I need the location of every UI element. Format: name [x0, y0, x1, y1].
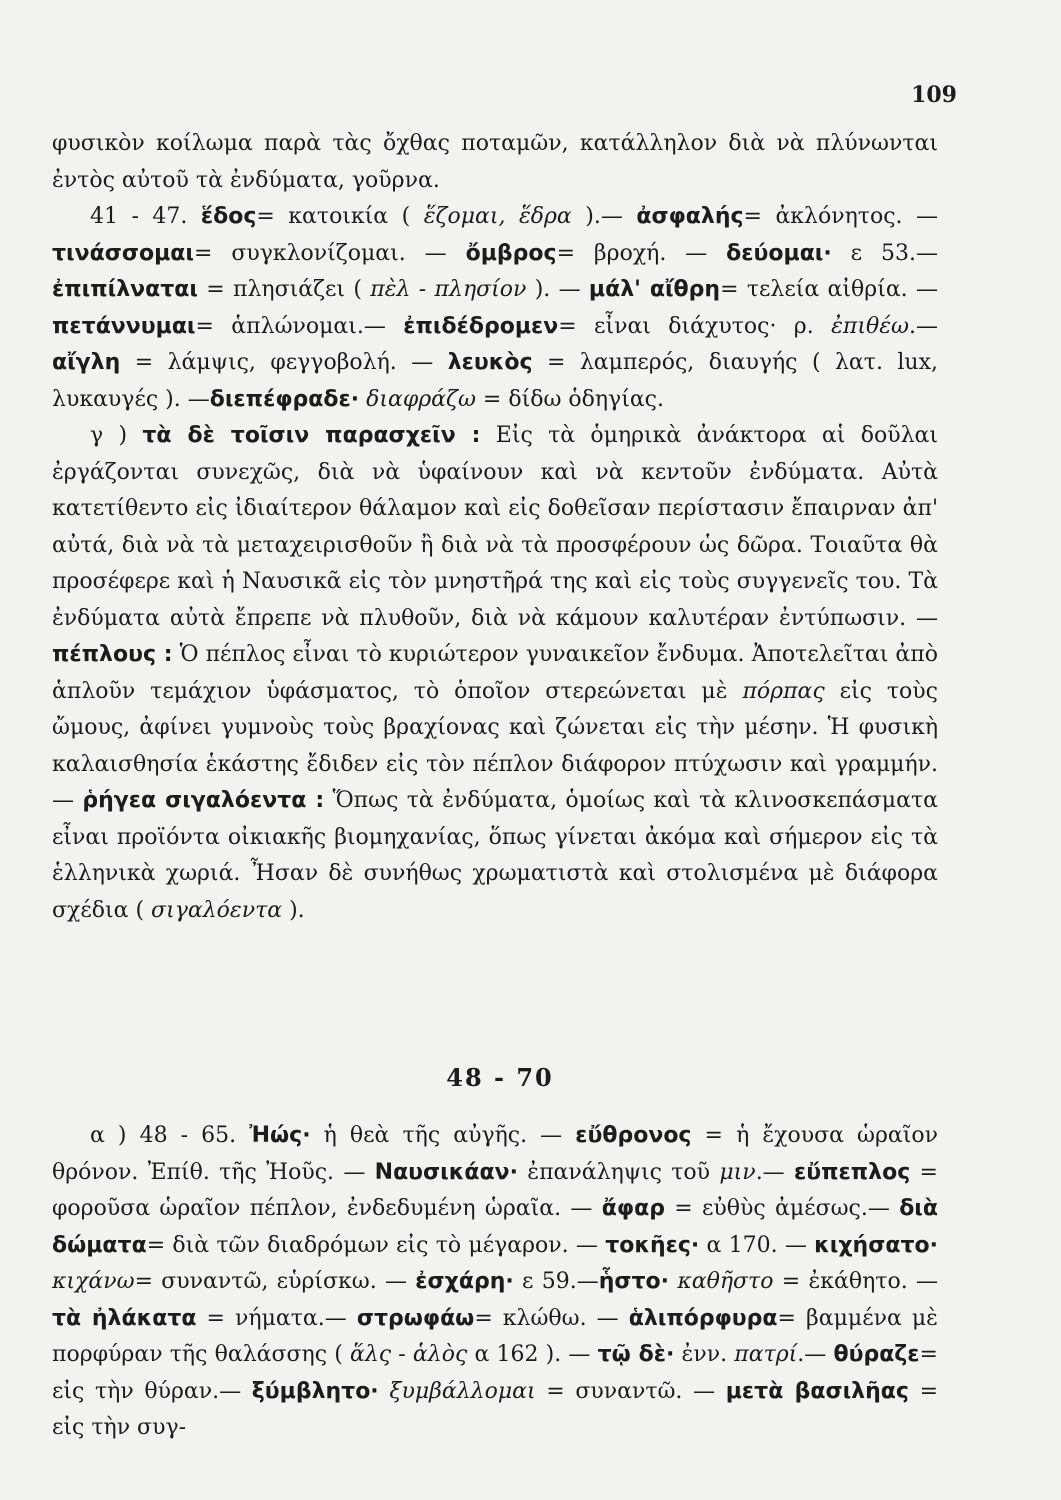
lemma: ὄμβρος: [465, 240, 557, 266]
lemma: πετάννυμαι: [52, 313, 196, 339]
text-run: ε 59.—: [513, 1269, 599, 1294]
text-run: .—: [755, 1159, 794, 1185]
text-run: = εὐθὺς ἀμέσως.—: [664, 1196, 900, 1221]
lemma: ἀσφαλής: [636, 204, 744, 229]
text-run: ).: [282, 897, 305, 923]
text-run: = πλησιάζει (: [197, 277, 371, 302]
lemma: εὔπεπλος: [794, 1159, 911, 1185]
text-run: α 170. —: [699, 1232, 815, 1258]
italic-run: ξυμβάλλομαι: [389, 1378, 536, 1404]
text-run: = ἡ ἔχουσα ὡραῖον θρόνον. Ἐπίθ. τῆς Ἠοῦς. —: [52, 1123, 939, 1185]
italic-run: καθῆστο: [677, 1269, 774, 1294]
italic-run: ἐπιθέω: [831, 313, 909, 339]
text-run: Εἰς τὰ ὁμηρικὰ ἀνάκτορα αἱ δοῦλαι ἐργάζονται συνεχῶς, διὰ νὰ ὑφαίνουν καὶ νὰ κεντοῦν ἐνδύματα. Αὐτὰ κατετίθεντο εἰς ἰδιαίτερον θάλαμον καὶ εἰς δοθεῖσαν περίστασιν ἔπαιρναν ἀπ' αὐτά, διὰ νὰ τὰ μεταχειρισθοῦν ἢ διὰ νὰ τὰ προσφέρουν ὡς δῶρα. Τοιαῦτα θὰ προσέφερε καὶ ἡ Ναυσικᾶ εἰς τὸν μνηστῆρά της καὶ εἰς τοὺς συγγενεῖς του. Τὰ ἐνδύματα αὐτὰ ἔπρεπε νὰ πλυθοῦν, διὰ νὰ κάμουν καλυτέραν ἐντύπωσιν. —: [52, 423, 939, 631]
text-run: = ἀκλόνητος. —: [743, 204, 938, 229]
italic-run: ἅλς - ἁλὸς: [350, 1342, 468, 1367]
text-run: = ἐκάθητο. —: [773, 1269, 939, 1294]
text-run: = κλώθω. —: [474, 1305, 629, 1331]
text-run: γ ): [90, 423, 143, 448]
lemma: ῥήγεα σιγαλόεντα :: [82, 788, 325, 813]
text-run: = συναντῶ. —: [535, 1378, 726, 1404]
text-run: α ) 48 - 65.: [90, 1123, 250, 1148]
commentary-block-top: [52, 126, 938, 929]
text-run: ).—: [571, 204, 637, 229]
lemma: τοκῆες·: [605, 1232, 700, 1258]
text-run: Ὅπως τὰ ἐνδύματα, ὁμοίως καὶ τὰ κλινοσκεπάσματα εἶναι προϊόντα οἰκιακῆς βιομηχανίας, ὅπως γίνεται ἀκόμα καὶ σήμερον εἰς τὰ ἑλληνικὰ χωριά. Ἦσαν δὲ συνήθως χρωματιστὰ καὶ στολισμένα μὲ διάφορα σχέδια (: [52, 788, 938, 923]
text-run: = λάμψις, φεγγοβολή. —: [120, 350, 448, 375]
lemma: ἧστο·: [598, 1269, 670, 1294]
text-run: = τελεία αἰθρία. —: [720, 277, 938, 302]
lemma: στρωφάω: [356, 1305, 475, 1331]
lemma: αἴγλη: [52, 350, 121, 375]
italic-run: μιν: [719, 1159, 756, 1185]
text-run: = νήματα.—: [196, 1305, 357, 1331]
text-run: = εἰς τὴν συγ-: [52, 1378, 939, 1440]
paragraph-glossary-41-47: [52, 199, 938, 418]
text-run: = κατοικία (: [256, 204, 424, 229]
text-run: ε 53.—: [831, 240, 938, 266]
italic-run: κιχάνω: [52, 1269, 135, 1294]
page-number: 109: [911, 82, 957, 108]
italic-run: διαφράζω: [366, 386, 476, 412]
paragraph-continuation: [52, 126, 938, 199]
lemma: ἁλιπόρφυρα: [628, 1305, 778, 1331]
lemma: λευκὸς: [447, 350, 533, 375]
text-run: εἰς τοὺς ὤμους, ἀφίνει γυμνοὺς τοὺς βραχίονας καὶ ζώνεται εἰς τὴν μέσην. Ἡ φυσικὴ καλαισθησία ἑκάστης ἔδιδεν εἰς τὸν πέπλον διάφορον πτύχωσιν καὶ γραμμήν. —: [52, 678, 938, 813]
lemma: διεπέφραδε·: [209, 386, 360, 412]
lemma: δεύομαι·: [726, 240, 832, 266]
text-run: ). —: [526, 277, 589, 302]
italic-run: πόρπας: [742, 678, 825, 704]
lemma: τὰ ἠλάκατα: [52, 1305, 197, 1331]
lemma: ἄφαρ: [601, 1196, 665, 1221]
text-run: = φοροῦσα ὡραῖον πέπλον, ἐνδεδυμένη ὡραῖα. —: [52, 1159, 938, 1221]
paragraph-alpha: [52, 1118, 938, 1447]
text-run: ἐνν.: [674, 1342, 735, 1367]
commentary-block-bottom: [52, 1118, 938, 1447]
lemma: Ναυσικάαν·: [374, 1159, 518, 1185]
lemma: διὰ δώματα: [52, 1196, 938, 1258]
lemma: ξύμβλητο·: [251, 1378, 379, 1404]
lemma: Ἠώς·: [249, 1123, 311, 1148]
lemma: ἕδος: [200, 204, 257, 229]
text-run: [379, 1379, 390, 1404]
lemma: ἐπιδέδρομεν: [403, 313, 559, 339]
lemma: εὔθρονος: [575, 1123, 692, 1148]
text-run: = συναντῶ, εὑρίσκω. —: [134, 1269, 416, 1294]
text-run: = εἰς τὴν θύραν.—: [52, 1342, 938, 1404]
lemma: κιχήσατο·: [814, 1232, 938, 1258]
text-run: = εἶναι διάχυτος· ρ.: [558, 313, 832, 339]
italic-run: πὲλ - πλησίον: [370, 277, 527, 302]
text-run: ἐπανάληψις τοῦ: [517, 1159, 720, 1185]
lemma: τινάσσομαι: [52, 240, 194, 266]
lemma: μάλ' αἴθρη: [588, 277, 721, 302]
text-run: .—: [797, 1342, 834, 1367]
text-run: .—: [909, 313, 938, 339]
lemma: τῷ δὲ·: [597, 1342, 675, 1367]
section-heading: 48 - 70: [446, 1063, 554, 1092]
text-run: = διὰ τῶν διαδρόμων εἰς τὸ μέγαρον. —: [146, 1232, 606, 1258]
lemma: ἐσχάρη·: [415, 1269, 514, 1294]
text-run: Ὁ πέπλος εἶναι τὸ κυριώτερον γυναικεῖον ἔνδυμα. Ἀποτελεῖται ἀπὸ ἁπλοῦν τεμάχιον ὑφάσματος, τὸ ὁποῖον στερεώνεται μὲ: [52, 642, 938, 704]
text-run: φυσικὸν κοίλωμα παρὰ τὰς ὄχθας ποταμῶν, κατάλληλον διὰ νὰ πλύνωνται ἐντὸς αὐτοῦ τὰ ἐνδύματα, γοῦρνα.: [52, 131, 938, 193]
lemma: τὰ δὲ τοῖσιν παρασχεῖν :: [142, 423, 481, 448]
text-run: = λαμπερός, διαυγής ( λατ. lux, λυκαυγές ). —: [52, 350, 938, 412]
italic-run: ἕζομαι, ἕδρα: [423, 204, 572, 229]
lemma: θύραζε: [833, 1342, 920, 1367]
text-run: = δίδω ὁδηγίας.: [475, 386, 664, 412]
text-run: = βαμμένα μὲ πορφύραν τῆς θαλάσσης (: [52, 1305, 938, 1367]
italic-run: πατρί: [734, 1342, 798, 1367]
text-run: = ἁπλώνομαι.—: [195, 313, 404, 339]
text-run: = βροχή. —: [556, 240, 727, 266]
text-run: α 162 ). —: [467, 1342, 598, 1367]
lemma: ἐπιπίλναται: [52, 277, 198, 302]
italic-run: σιγαλόεντα: [151, 897, 283, 923]
paragraph-gamma: [52, 418, 938, 929]
lemma: μετὰ βασιλῆας: [725, 1378, 909, 1404]
text-run: 41 - 47.: [90, 204, 201, 229]
lemma: πέπλους :: [52, 642, 173, 667]
text-run: ἡ θεὰ τῆς αὐγῆς. —: [310, 1123, 576, 1148]
text-run: = συγκλονίζομαι. —: [193, 240, 466, 266]
